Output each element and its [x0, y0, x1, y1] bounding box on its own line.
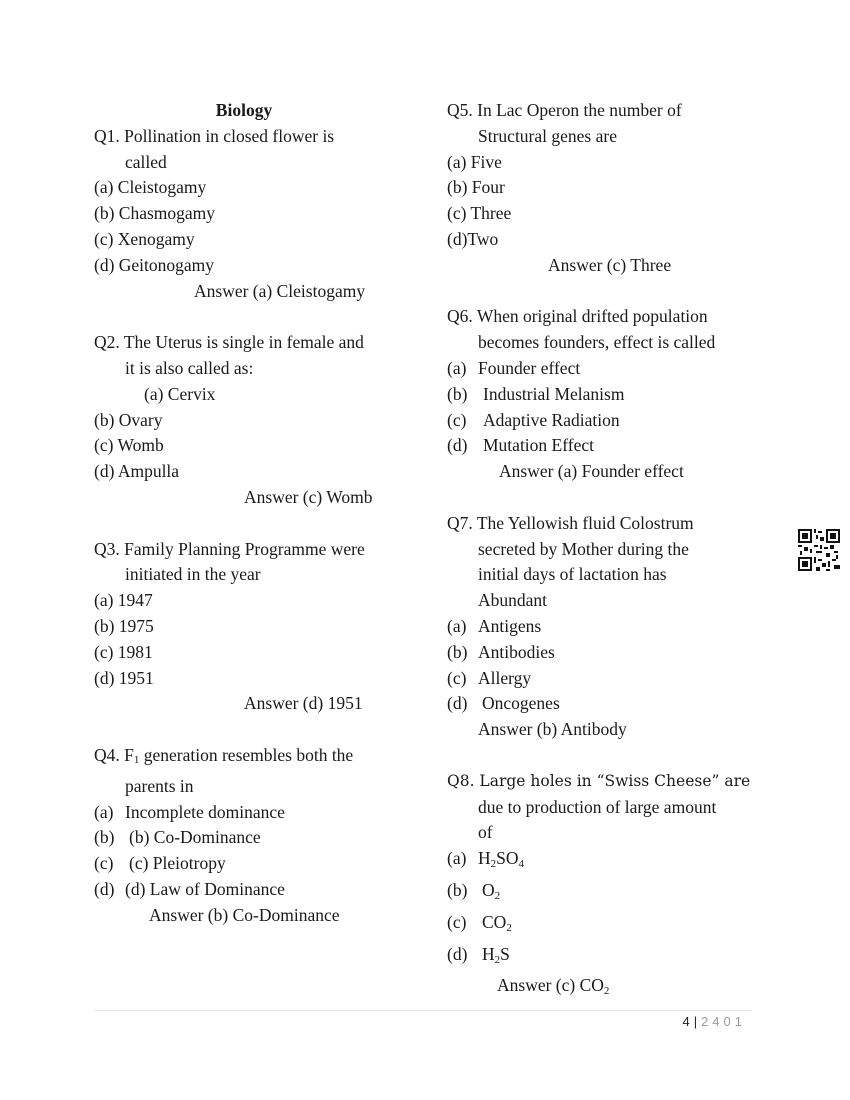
- option-d: (d) Ampulla: [94, 461, 180, 482]
- subscript: 2: [494, 953, 501, 966]
- option-text: Oncogenes: [482, 693, 560, 714]
- subscript: 2: [494, 889, 501, 902]
- option-d: (d)Two: [447, 228, 499, 249]
- option-c: (c) 1981: [94, 641, 153, 662]
- option-letter: (a): [94, 801, 114, 822]
- option-text: Founder effect: [478, 357, 581, 378]
- option-letter: (a): [447, 357, 467, 378]
- question-2: [94, 330, 414, 511]
- option-d: (d) Geitonogamy: [94, 254, 215, 275]
- option-b: (b) Four: [447, 177, 505, 198]
- option-d: [447, 433, 762, 459]
- option-text: Antibodies: [478, 641, 555, 662]
- option-a: [94, 800, 414, 826]
- answer: Answer (c) Womb: [244, 486, 373, 507]
- answer: [447, 973, 762, 1005]
- question-stem-continued: of: [478, 822, 493, 843]
- option-text: Mutation Effect: [483, 435, 594, 456]
- option-b: [447, 640, 762, 666]
- option-a: (a) Cervix: [144, 383, 216, 404]
- option-letter: (d): [447, 435, 468, 456]
- option-letter: (b): [447, 641, 468, 662]
- option-letter: (c): [94, 853, 114, 874]
- qr-code-icon: [798, 529, 840, 571]
- option-letter: (d): [94, 878, 115, 899]
- option-d: (d) 1951: [94, 667, 154, 688]
- answer: Answer (c) Three: [548, 254, 672, 275]
- option-letter: (c): [447, 667, 467, 688]
- option-b: [94, 825, 414, 851]
- question-8: [447, 769, 762, 1005]
- option-text: Antigens: [478, 615, 542, 636]
- option-letter: (d): [447, 943, 468, 964]
- footer-divider: [94, 1010, 752, 1011]
- question-5: [447, 98, 762, 279]
- question-1: [94, 124, 414, 305]
- question-stem: Q5. In Lac Operon the number of: [447, 100, 682, 120]
- document-code: 2401: [701, 1014, 746, 1029]
- answer: Answer (d) 1951: [244, 693, 363, 714]
- option-c: [447, 910, 762, 942]
- formula-part: S: [500, 943, 510, 964]
- question-stem-continued: it is also called as:: [125, 357, 254, 378]
- question-stem: Q3. Family Planning Programme were: [94, 538, 365, 559]
- question-stem: Q8. Large holes in “Swiss Cheese” are: [447, 771, 751, 790]
- option-c: [447, 666, 762, 692]
- option-text: Adaptive Radiation: [483, 409, 620, 430]
- left-column: [94, 98, 414, 929]
- option-text: Incomplete dominance: [125, 801, 285, 822]
- option-a: [447, 356, 762, 382]
- option-text: (c) Pleiotropy: [129, 853, 226, 874]
- formula-part: H: [482, 943, 495, 964]
- formula-part: H: [478, 848, 491, 869]
- subscript: 2: [506, 921, 512, 934]
- question-stem: [94, 743, 414, 774]
- option-c: [447, 408, 762, 434]
- question-stem-continued: secreted by Mother during the: [478, 538, 689, 559]
- option-b: [447, 382, 762, 408]
- stem-prefix: Q4. F: [94, 744, 134, 765]
- subscript: 4: [518, 858, 525, 871]
- option-c: (c) Xenogamy: [94, 228, 195, 249]
- question-stem-continued: called: [125, 151, 167, 172]
- option-letter: (b): [447, 383, 468, 404]
- option-b: [447, 878, 762, 910]
- question-stem: Q7. The Yellowish fluid Colostrum: [447, 512, 694, 533]
- option-letter: (c): [447, 911, 467, 932]
- option-text: Industrial Melanism: [483, 383, 625, 404]
- formula-part: SO: [496, 848, 519, 869]
- option-letter: (b): [94, 827, 115, 848]
- footer-separator: |: [693, 1014, 698, 1029]
- formula-part: O: [482, 879, 495, 900]
- question-stem-continued: initial days of lactation has: [478, 564, 667, 585]
- question-stem: Q1. Pollination in closed flower is: [94, 125, 335, 146]
- stem-rest: generation resembles both the: [139, 744, 354, 765]
- option-a: (a) 1947: [94, 590, 153, 611]
- question-7: [447, 511, 762, 743]
- question-3: [94, 537, 414, 718]
- subscript: 2: [490, 858, 497, 871]
- option-a: (a) Cleistogamy: [94, 177, 207, 198]
- question-stem-continued: initiated in the year: [125, 564, 261, 585]
- question-stem: Q6. When original drifted population: [447, 306, 708, 327]
- question-4: [94, 743, 414, 929]
- page-number: 4: [682, 1014, 690, 1029]
- answer-text: Answer (c) CO: [497, 975, 604, 996]
- right-column: [447, 98, 762, 1005]
- option-c: [94, 851, 414, 877]
- option-a: [447, 846, 762, 878]
- subscript: 2: [603, 985, 610, 998]
- answer: Answer (b) Antibody: [478, 719, 627, 740]
- question-stem-continued: Structural genes are: [478, 125, 617, 146]
- option-letter: (a): [447, 848, 467, 869]
- option-text: (d) Law of Dominance: [125, 878, 285, 899]
- option-c: (c) Three: [447, 203, 512, 224]
- answer: Answer (b) Co-Dominance: [149, 904, 340, 925]
- option-a: [447, 614, 762, 640]
- question-6: [447, 304, 762, 485]
- page-footer: [682, 1014, 746, 1029]
- question-stem-continued: Abundant: [478, 590, 548, 611]
- option-letter: (a): [447, 615, 467, 636]
- option-letter: (d): [447, 693, 468, 714]
- option-b: (b) 1975: [94, 615, 154, 636]
- question-stem-continued: due to production of large amount: [478, 796, 717, 817]
- section-title: Biology: [215, 100, 273, 120]
- option-letter: (c): [447, 409, 467, 430]
- question-stem: Q2. The Uterus is single in female and: [94, 332, 364, 353]
- option-c: (c) Womb: [94, 435, 164, 456]
- answer: Answer (a) Founder effect: [499, 461, 684, 482]
- question-stem-continued: becomes founders, effect is called: [478, 332, 716, 353]
- option-b: (b) Chasmogamy: [94, 203, 216, 224]
- option-text: Allergy: [478, 667, 532, 688]
- option-b: (b) Ovary: [94, 409, 163, 430]
- question-stem-continued: parents in: [125, 775, 194, 796]
- option-d: [447, 691, 762, 717]
- answer: Answer (a) Cleistogamy: [194, 280, 366, 301]
- subscript: 1: [133, 753, 140, 766]
- option-d: [94, 877, 414, 903]
- option-text: (b) Co-Dominance: [129, 827, 261, 848]
- formula-part: CO: [482, 911, 507, 932]
- option-letter: (b): [447, 879, 468, 900]
- option-a: (a) Five: [447, 151, 502, 172]
- option-d: [447, 942, 762, 974]
